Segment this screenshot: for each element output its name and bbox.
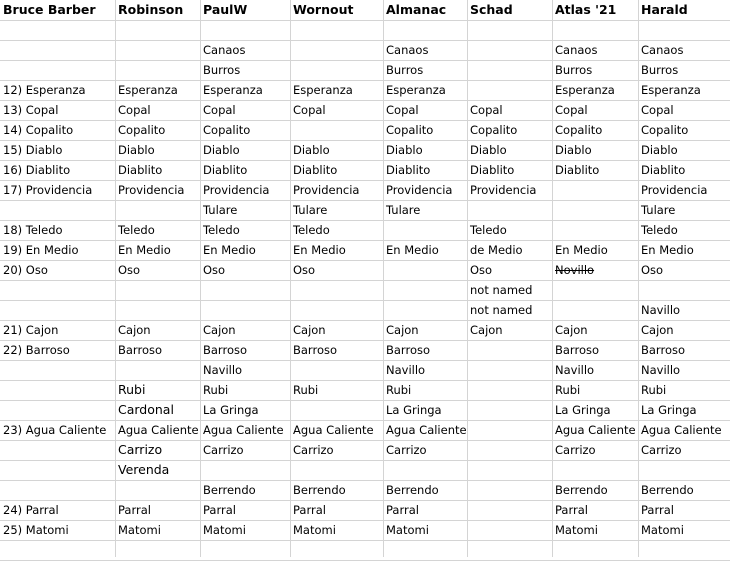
table-cell[interactable] [467, 440, 552, 460]
table-cell[interactable]: 19) En Medio [3, 243, 79, 257]
table-cell[interactable] [467, 540, 552, 560]
table-cell[interactable] [0, 60, 115, 80]
table-cell[interactable]: 22) Barroso [3, 343, 70, 357]
table-cell[interactable]: 12) Esperanza [3, 83, 86, 97]
table-cell[interactable]: Canaos [641, 43, 684, 57]
table-cell[interactable]: Agua Caliente [641, 423, 722, 437]
table-cell[interactable] [200, 280, 290, 300]
table-cell[interactable]: Matomi [293, 523, 336, 537]
table-cell[interactable]: Burros [203, 63, 241, 77]
table-cell[interactable]: Navillo [555, 363, 595, 377]
table-cell[interactable]: 13) Copal [3, 103, 59, 117]
table-cell[interactable] [383, 260, 467, 280]
table-cell[interactable]: En Medio [555, 243, 608, 257]
table-cell[interactable]: Tulare [641, 203, 676, 217]
table-cell[interactable] [0, 360, 115, 380]
table-cell[interactable]: Cajon [470, 323, 503, 337]
table-cell[interactable]: de Medio [470, 243, 523, 257]
table-cell[interactable] [467, 80, 552, 100]
table-cell[interactable]: 25) Matomi [3, 523, 69, 537]
table-cell[interactable]: Copalito [386, 123, 434, 137]
table-cell[interactable]: 20) Oso [3, 263, 48, 277]
table-cell[interactable]: Barroso [386, 343, 431, 357]
table-cell[interactable] [115, 200, 200, 220]
table-cell[interactable]: Cajon [386, 323, 419, 337]
table-cell[interactable] [467, 200, 552, 220]
table-cell[interactable] [290, 120, 383, 140]
table-cell[interactable] [115, 20, 200, 40]
table-cell[interactable]: Carrizo [293, 443, 334, 457]
table-cell[interactable] [383, 300, 467, 320]
column-header[interactable]: Almanac [386, 2, 447, 17]
table-cell[interactable]: Matomi [118, 523, 161, 537]
table-cell[interactable]: Barroso [118, 343, 163, 357]
table-cell[interactable] [115, 280, 200, 300]
table-cell[interactable]: La Gringa [641, 403, 697, 417]
table-cell[interactable]: Teledo [470, 223, 507, 237]
table-cell[interactable]: Esperanza [641, 83, 701, 97]
table-cell[interactable]: Esperanza [118, 83, 178, 97]
table-cell[interactable]: Parral [118, 503, 151, 517]
table-cell[interactable] [467, 500, 552, 520]
table-cell[interactable]: Copal [555, 103, 588, 117]
table-cell[interactable]: Navillo [641, 363, 681, 377]
table-cell[interactable]: Navillo [641, 303, 681, 317]
table-cell[interactable]: Agua Caliente [293, 423, 374, 437]
table-cell[interactable] [638, 280, 730, 300]
table-cell[interactable]: Copalito [555, 123, 603, 137]
table-cell[interactable]: Diablito [470, 163, 515, 177]
table-cell[interactable] [115, 40, 200, 60]
table-cell[interactable]: Esperanza [293, 83, 353, 97]
table-cell[interactable] [467, 360, 552, 380]
column-header[interactable]: Bruce Barber [3, 2, 96, 17]
table-cell[interactable]: En Medio [118, 243, 171, 257]
table-cell[interactable]: Burros [555, 63, 593, 77]
table-cell[interactable]: 18) Teledo [3, 223, 63, 237]
table-cell[interactable] [467, 520, 552, 540]
table-cell[interactable] [0, 40, 115, 60]
table-cell[interactable] [0, 460, 115, 480]
column-header[interactable]: Robinson [118, 2, 184, 17]
table-cell[interactable] [552, 540, 638, 560]
table-cell[interactable]: Parral [203, 503, 236, 517]
table-cell[interactable]: Rubi [555, 383, 581, 397]
table-cell[interactable] [638, 460, 730, 480]
table-cell[interactable]: Copal [641, 103, 674, 117]
table-cell[interactable] [383, 220, 467, 240]
table-cell[interactable]: Matomi [641, 523, 684, 537]
table-cell[interactable] [0, 480, 115, 500]
table-cell[interactable]: Tulare [203, 203, 238, 217]
table-cell[interactable]: Burros [386, 63, 424, 77]
table-cell[interactable]: Canaos [203, 43, 246, 57]
table-cell[interactable] [467, 380, 552, 400]
table-cell[interactable] [467, 400, 552, 420]
table-cell[interactable]: Copal [203, 103, 236, 117]
table-cell[interactable]: Copal [470, 103, 503, 117]
table-cell[interactable]: Providencia [470, 183, 537, 197]
table-cell[interactable] [0, 20, 115, 40]
table-cell[interactable] [290, 40, 383, 60]
table-cell[interactable] [552, 20, 638, 40]
table-cell[interactable]: Diablo [203, 143, 240, 157]
table-cell[interactable]: Copal [293, 103, 326, 117]
table-cell[interactable]: Diablo [555, 143, 592, 157]
table-cell[interactable]: Berrendo [641, 483, 694, 497]
table-cell[interactable] [552, 280, 638, 300]
table-cell[interactable] [290, 460, 383, 480]
table-cell[interactable] [200, 20, 290, 40]
table-cell[interactable]: 17) Providencia [3, 183, 93, 197]
table-cell[interactable] [200, 540, 290, 560]
table-cell[interactable]: Barroso [293, 343, 338, 357]
table-cell[interactable]: Teledo [203, 223, 240, 237]
table-cell[interactable] [467, 60, 552, 80]
table-cell[interactable] [115, 540, 200, 560]
table-cell[interactable]: Rubi [641, 383, 667, 397]
table-cell[interactable]: 16) Diablito [3, 163, 71, 177]
table-cell[interactable]: Rubi [203, 383, 229, 397]
table-cell[interactable] [115, 300, 200, 320]
table-cell[interactable]: Diablito [386, 163, 431, 177]
table-cell[interactable]: Providencia [293, 183, 360, 197]
table-cell[interactable] [290, 400, 383, 420]
table-cell[interactable]: En Medio [386, 243, 439, 257]
table-cell[interactable]: Cajon [641, 323, 674, 337]
table-cell[interactable]: Berrendo [293, 483, 346, 497]
table-cell[interactable]: Berrendo [555, 483, 608, 497]
table-cell[interactable]: Diablito [118, 163, 163, 177]
table-cell[interactable]: Providencia [641, 183, 708, 197]
column-header[interactable]: Harald [641, 2, 688, 17]
table-cell[interactable]: Copalito [118, 123, 166, 137]
table-cell[interactable]: La Gringa [203, 403, 259, 417]
table-cell[interactable]: Parral [293, 503, 326, 517]
table-cell[interactable]: Copalito [641, 123, 689, 137]
table-cell[interactable]: 14) Copalito [3, 123, 74, 137]
table-cell[interactable]: Barroso [203, 343, 248, 357]
table-cell[interactable]: Diablo [470, 143, 507, 157]
table-cell[interactable]: Rubi [118, 382, 146, 397]
table-cell[interactable]: En Medio [641, 243, 694, 257]
table-cell[interactable] [290, 540, 383, 560]
table-cell[interactable] [115, 360, 200, 380]
table-cell[interactable]: Esperanza [203, 83, 263, 97]
table-cell[interactable]: Cajon [203, 323, 236, 337]
table-cell[interactable]: Parral [555, 503, 588, 517]
table-cell[interactable]: 21) Cajon [3, 323, 59, 337]
table-cell[interactable]: Esperanza [555, 83, 615, 97]
table-cell[interactable]: Tulare [293, 203, 328, 217]
table-cell[interactable] [467, 460, 552, 480]
table-cell[interactable] [0, 280, 115, 300]
table-cell[interactable]: Canaos [555, 43, 598, 57]
table-cell[interactable]: Carrizo [555, 443, 596, 457]
table-cell[interactable] [0, 200, 115, 220]
table-cell[interactable]: Novillo [555, 263, 595, 277]
table-cell[interactable]: Cajon [293, 323, 326, 337]
table-cell[interactable]: Rubi [293, 383, 319, 397]
table-cell[interactable]: Canaos [386, 43, 429, 57]
table-cell[interactable] [383, 540, 467, 560]
table-cell[interactable] [290, 60, 383, 80]
table-cell[interactable]: Barroso [555, 343, 600, 357]
table-cell[interactable]: Navillo [203, 363, 243, 377]
table-cell[interactable] [467, 480, 552, 500]
column-header[interactable]: Atlas '21 [555, 2, 617, 17]
table-cell[interactable] [552, 300, 638, 320]
table-cell[interactable]: not named [470, 303, 533, 317]
table-cell[interactable]: Providencia [386, 183, 453, 197]
table-cell[interactable] [467, 20, 552, 40]
table-cell[interactable] [0, 440, 115, 460]
table-cell[interactable]: Diablo [293, 143, 330, 157]
table-cell[interactable] [552, 200, 638, 220]
table-cell[interactable] [552, 460, 638, 480]
table-cell[interactable]: 23) Agua Caliente [3, 423, 107, 437]
column-header[interactable]: Wornout [293, 2, 354, 17]
table-cell[interactable]: Navillo [386, 363, 426, 377]
table-cell[interactable] [115, 480, 200, 500]
table-cell[interactable]: Providencia [118, 183, 185, 197]
table-cell[interactable]: Diablo [386, 143, 423, 157]
table-cell[interactable] [638, 540, 730, 560]
table-cell[interactable]: Oso [118, 263, 141, 277]
table-cell[interactable] [0, 400, 115, 420]
table-cell[interactable]: Diablo [118, 143, 155, 157]
table-cell[interactable]: Carrizo [203, 443, 244, 457]
table-cell[interactable]: Teledo [293, 223, 330, 237]
table-cell[interactable]: 15) Diablo [3, 143, 63, 157]
table-cell[interactable]: Matomi [203, 523, 246, 537]
table-cell[interactable]: Copalito [203, 123, 251, 137]
table-cell[interactable] [115, 60, 200, 80]
table-cell[interactable]: Teledo [118, 223, 155, 237]
table-cell[interactable]: La Gringa [386, 403, 442, 417]
table-cell[interactable]: Matomi [555, 523, 598, 537]
column-header[interactable]: Schad [470, 2, 513, 17]
table-cell[interactable] [552, 180, 638, 200]
table-cell[interactable] [0, 380, 115, 400]
table-cell[interactable]: Berrendo [203, 483, 256, 497]
table-cell[interactable]: Oso [203, 263, 226, 277]
table-cell[interactable] [0, 540, 115, 560]
table-cell[interactable]: Agua Caliente [386, 423, 467, 437]
table-cell[interactable]: La Gringa [555, 403, 611, 417]
table-cell[interactable]: Diablito [293, 163, 338, 177]
table-cell[interactable]: Copalito [470, 123, 518, 137]
table-cell[interactable]: Agua Caliente [118, 423, 199, 437]
table-cell[interactable]: Carrizo [386, 443, 427, 457]
table-cell[interactable]: Verenda [118, 462, 170, 477]
table-cell[interactable]: Tulare [386, 203, 421, 217]
table-cell[interactable]: not named [470, 283, 533, 297]
table-cell[interactable]: Diablito [641, 163, 686, 177]
table-cell[interactable]: Cajon [118, 323, 151, 337]
table-cell[interactable]: Berrendo [386, 483, 439, 497]
table-cell[interactable]: Cardonal [118, 402, 174, 417]
table-cell[interactable] [290, 360, 383, 380]
table-cell[interactable]: Oso [641, 263, 664, 277]
table-cell[interactable]: Carrizo [118, 442, 163, 457]
table-cell[interactable]: Diablito [555, 163, 600, 177]
table-cell[interactable] [467, 340, 552, 360]
table-cell[interactable]: Parral [386, 503, 419, 517]
table-cell[interactable]: Burros [641, 63, 679, 77]
table-cell[interactable] [383, 20, 467, 40]
table-cell[interactable] [200, 300, 290, 320]
table-cell[interactable] [383, 280, 467, 300]
table-cell[interactable]: Teledo [641, 223, 678, 237]
table-cell[interactable]: Esperanza [386, 83, 446, 97]
table-cell[interactable] [467, 420, 552, 440]
table-cell[interactable]: Diablito [203, 163, 248, 177]
table-cell[interactable]: Parral [641, 503, 674, 517]
table-cell[interactable] [552, 220, 638, 240]
table-cell[interactable]: En Medio [203, 243, 256, 257]
table-cell[interactable]: En Medio [293, 243, 346, 257]
table-cell[interactable] [0, 300, 115, 320]
table-cell[interactable] [290, 300, 383, 320]
column-header[interactable]: PaulW [203, 2, 248, 17]
table-cell[interactable]: Rubi [386, 383, 412, 397]
table-cell[interactable]: Oso [293, 263, 316, 277]
table-cell[interactable]: Oso [470, 263, 493, 277]
table-cell[interactable] [290, 280, 383, 300]
table-cell[interactable]: 24) Parral [3, 503, 59, 517]
table-cell[interactable] [383, 460, 467, 480]
table-cell[interactable]: Copal [118, 103, 151, 117]
table-cell[interactable] [290, 20, 383, 40]
table-cell[interactable] [467, 40, 552, 60]
table-cell[interactable]: Copal [386, 103, 419, 117]
table-cell[interactable]: Cajon [555, 323, 588, 337]
table-cell[interactable] [638, 20, 730, 40]
table-cell[interactable]: Agua Caliente [203, 423, 284, 437]
table-cell[interactable]: Carrizo [641, 443, 682, 457]
table-cell[interactable]: Barroso [641, 343, 686, 357]
table-cell[interactable]: Providencia [203, 183, 270, 197]
table-cell[interactable]: Agua Caliente [555, 423, 636, 437]
table-cell[interactable]: Matomi [386, 523, 429, 537]
table-cell[interactable] [200, 460, 290, 480]
table-cell[interactable]: Diablo [641, 143, 678, 157]
